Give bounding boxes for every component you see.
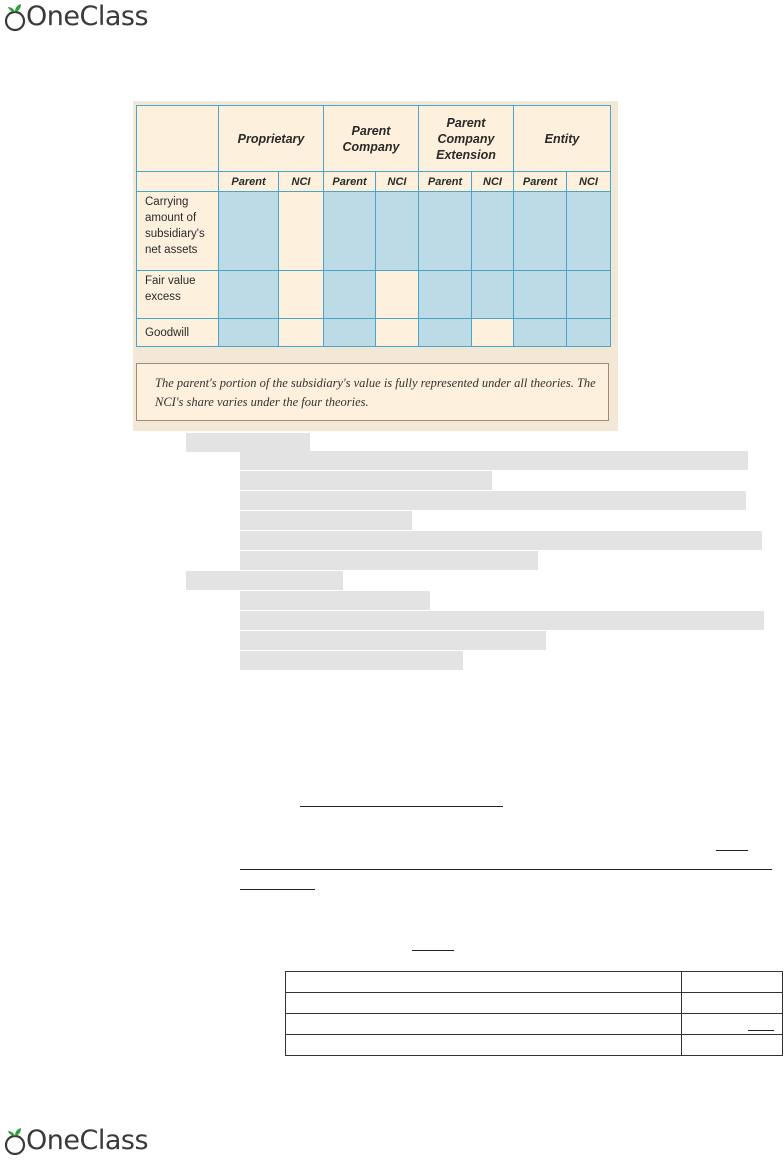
- oneclass-logo: [4, 2, 148, 32]
- table-cell: [682, 1035, 783, 1056]
- table-row: [286, 1014, 783, 1035]
- table-row: [137, 271, 611, 319]
- underline-rule: [716, 850, 748, 851]
- table-cell: [286, 1014, 682, 1035]
- header-proprietary: Proprietary: [219, 106, 324, 172]
- empty-cell: [279, 319, 324, 347]
- shaded-cell: [472, 192, 514, 271]
- subheader-cell: Parent: [514, 172, 567, 192]
- row-label: Fair value excess: [137, 271, 219, 319]
- shaded-cell: [514, 192, 567, 271]
- table-row: [137, 319, 611, 347]
- subheader-cell: NCI: [567, 172, 611, 192]
- shaded-cell: [567, 271, 611, 319]
- empty-cell: [279, 192, 324, 271]
- subheader-cell: Parent: [419, 172, 472, 192]
- table-row: [286, 1035, 783, 1056]
- header-parent-company: [324, 106, 419, 172]
- empty-cell: [472, 319, 514, 347]
- subheader-blank: [137, 172, 219, 192]
- shaded-cell: [419, 319, 472, 347]
- subheader-cell: NCI: [472, 172, 514, 192]
- shaded-cell: [324, 271, 376, 319]
- shaded-cell: [567, 319, 611, 347]
- underline-rule: [300, 806, 503, 807]
- empty-cell: [279, 271, 324, 319]
- table-cell: [286, 972, 682, 993]
- redacted-line: [240, 471, 492, 490]
- redacted-line: [240, 591, 430, 610]
- shaded-cell: [419, 271, 472, 319]
- shaded-cell: [219, 271, 279, 319]
- redacted-heading: [186, 571, 343, 590]
- empty-cell: [376, 271, 419, 319]
- blank-table: [285, 971, 783, 1056]
- figure-caption: The parent's portion of the subsidiary's value is fully represented under all theories. The NCI's share varies under the four theories.: [136, 363, 609, 421]
- oneclass-logo: [4, 1126, 148, 1156]
- underline-rule: [748, 1030, 774, 1031]
- theory-table: [136, 105, 611, 347]
- subheader-cell: NCI: [376, 172, 419, 192]
- shaded-cell: [219, 319, 279, 347]
- corner-cell: [137, 106, 219, 172]
- shaded-cell: [514, 319, 567, 347]
- table-cell: [682, 993, 783, 1014]
- shaded-cell: [324, 192, 376, 271]
- table-cell: [682, 1014, 783, 1035]
- table-row: [286, 993, 783, 1014]
- row-label: Carrying amount of subsidiary's net assets: [137, 192, 219, 271]
- table-row: [286, 972, 783, 993]
- redacted-line: [240, 651, 463, 670]
- underline-rule: [240, 869, 772, 870]
- theory-figure: [133, 101, 618, 431]
- redacted-line: [240, 491, 746, 510]
- shaded-cell: [219, 192, 279, 271]
- row-label: Goodwill: [137, 319, 219, 347]
- logo-text: OneClass: [26, 1125, 149, 1156]
- table-row: [137, 192, 611, 271]
- shaded-cell: [376, 192, 419, 271]
- header-parent-company-text: Parent Company: [342, 123, 400, 154]
- shaded-cell: [419, 192, 472, 271]
- subheader-cell: NCI: [279, 172, 324, 192]
- shaded-cell: [324, 319, 376, 347]
- redacted-line: [240, 531, 762, 550]
- header-parent-company-extension: [419, 106, 514, 172]
- subheader-cell: Parent: [219, 172, 279, 192]
- redacted-heading: [186, 433, 310, 452]
- oneclass-leaf-icon: [4, 1126, 28, 1156]
- redacted-line: [240, 511, 412, 530]
- empty-cell: [376, 319, 419, 347]
- oneclass-leaf-icon: [4, 2, 28, 32]
- table-cell: [286, 1035, 682, 1056]
- redacted-line: [240, 631, 546, 650]
- table-cell: [682, 972, 783, 993]
- redacted-line: [240, 611, 764, 630]
- shaded-cell: [567, 192, 611, 271]
- table-cell: [286, 993, 682, 1014]
- redacted-line: [240, 551, 538, 570]
- header-parent-company-extension-text: Parent Company Extension: [436, 115, 496, 162]
- logo-text: OneClass: [26, 1, 149, 32]
- shaded-cell: [472, 271, 514, 319]
- underline-rule: [412, 950, 454, 951]
- shaded-cell: [514, 271, 567, 319]
- header-entity: Entity: [514, 106, 611, 172]
- subheader-cell: Parent: [324, 172, 376, 192]
- underline-rule: [240, 889, 315, 890]
- redacted-line: [240, 451, 748, 470]
